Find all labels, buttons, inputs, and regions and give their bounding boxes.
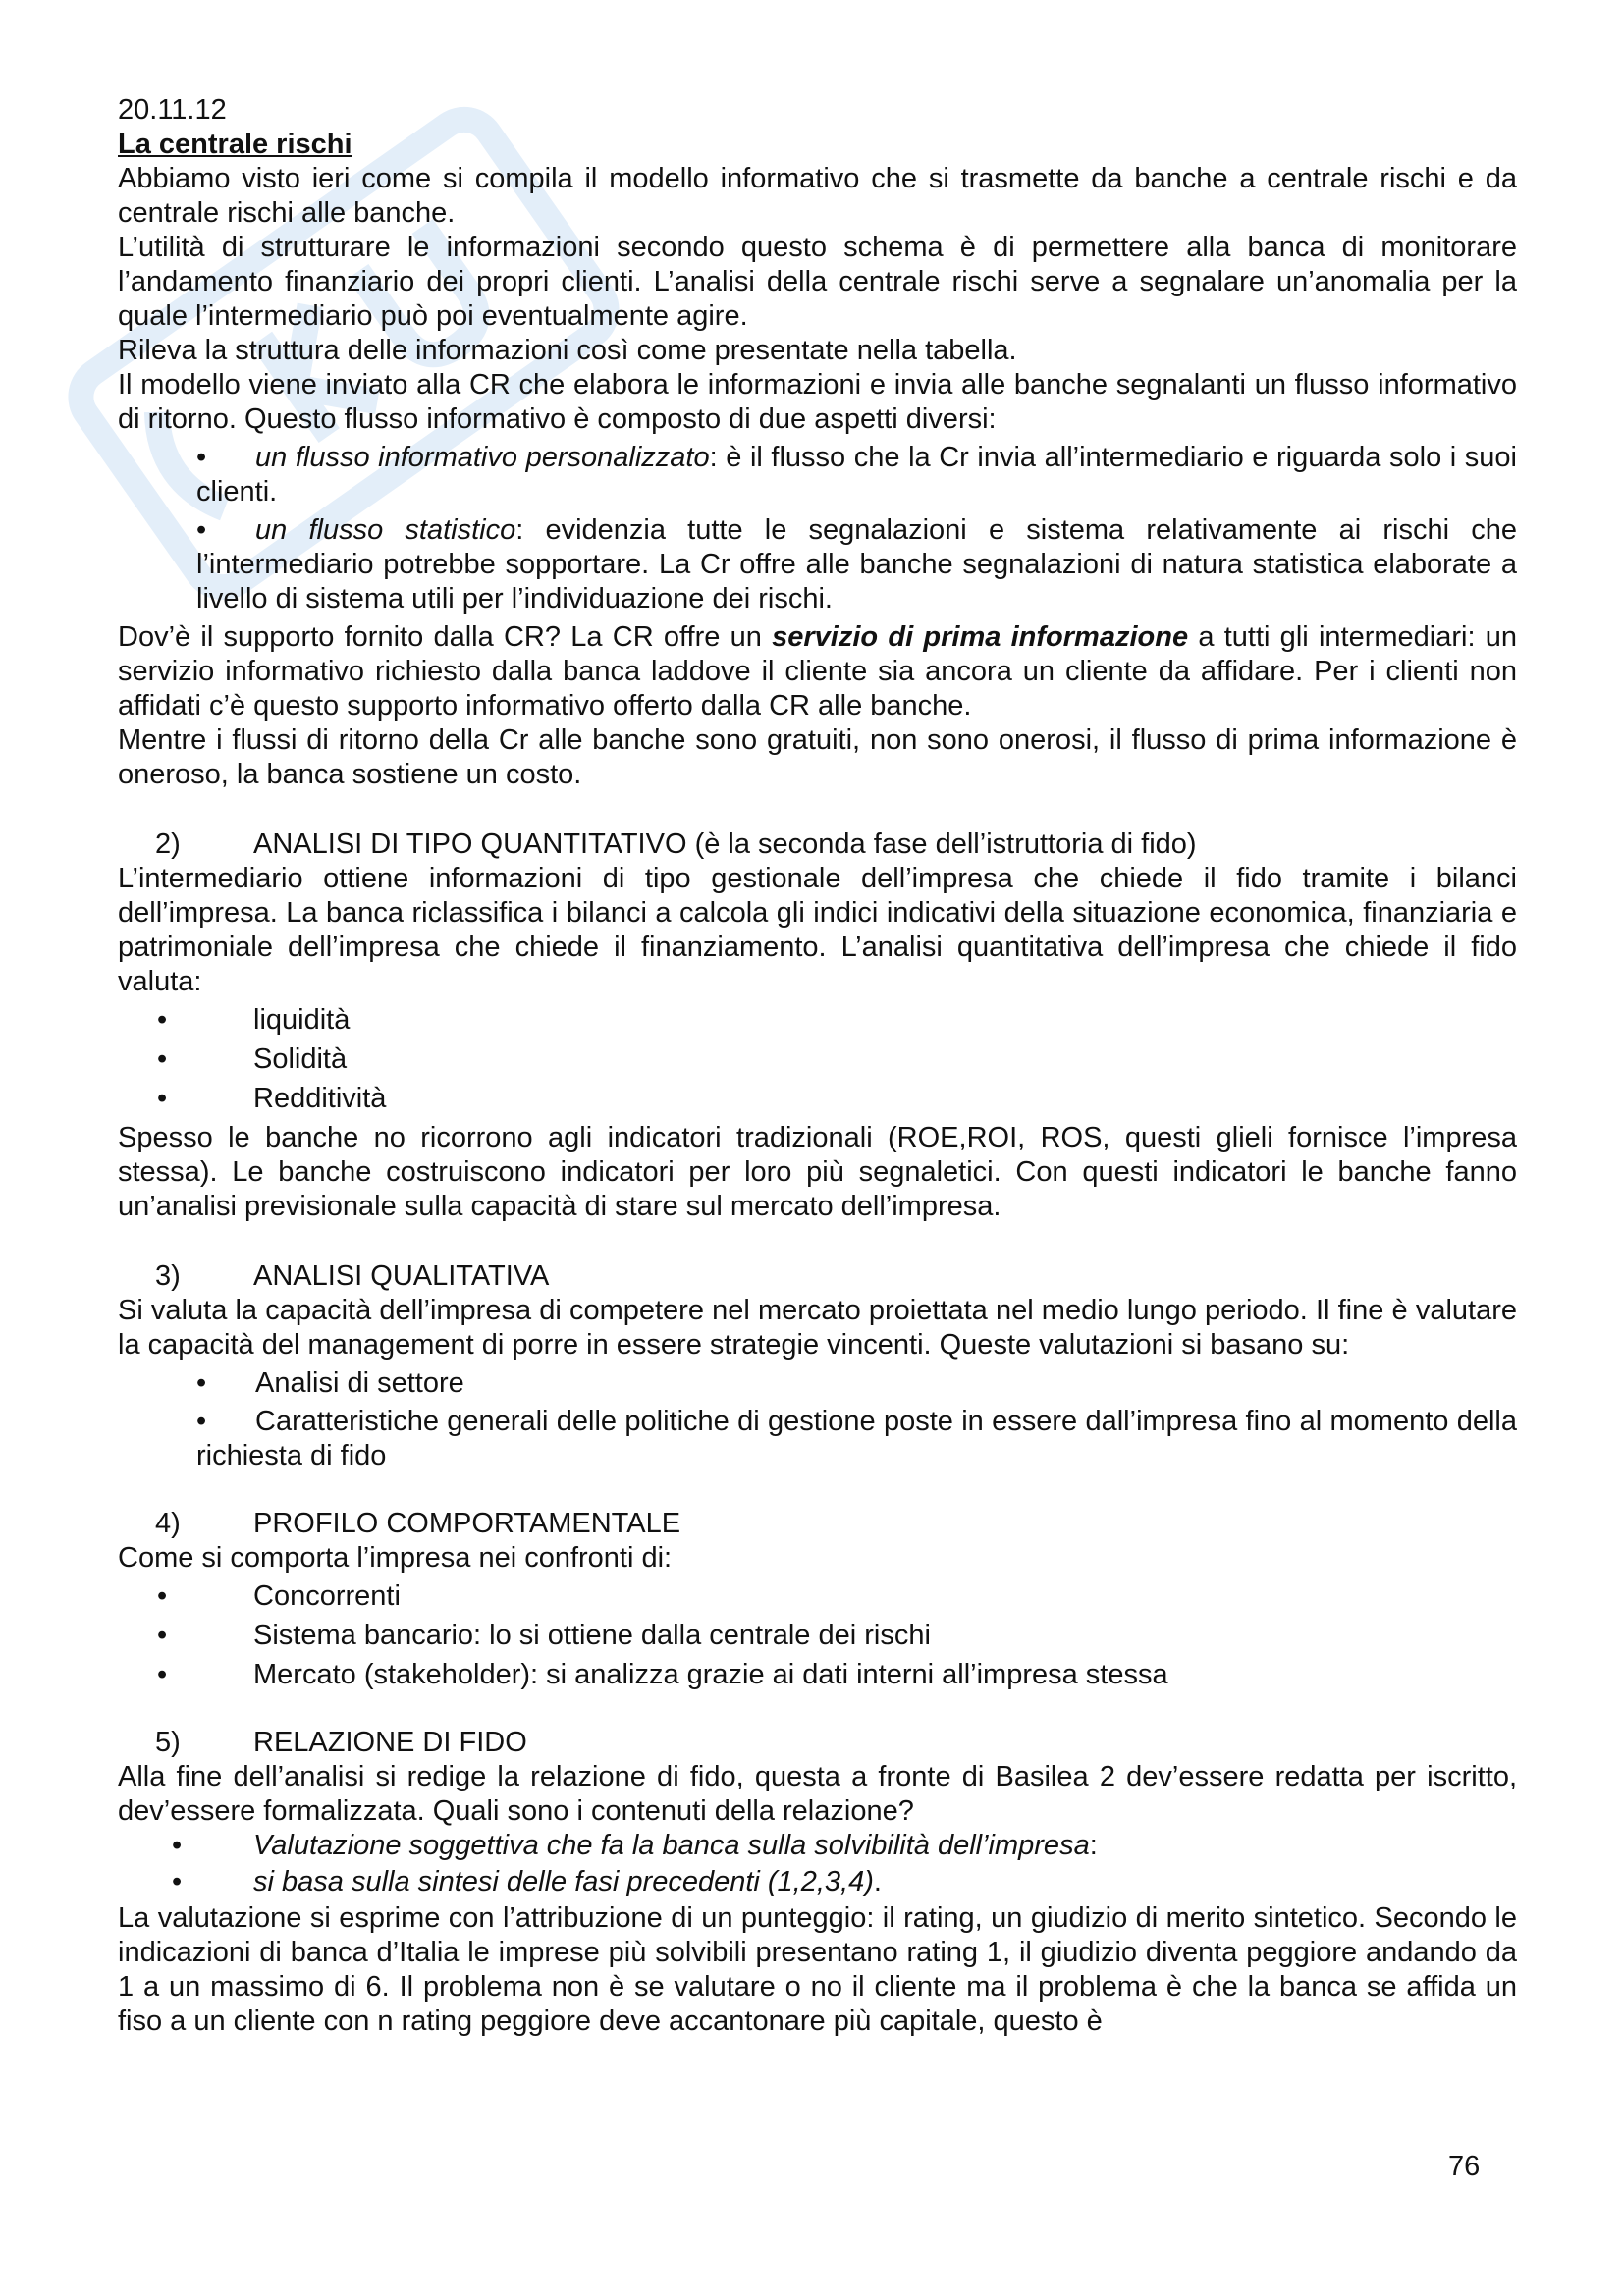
bullet-icon: •: [172, 1866, 183, 1897]
intro-paragraph-2: L’utilità di strutturare le informazioni secondo questo schema è di permettere alla banca di monitorare l’andamento finanziario dei propri clienti. L’analisi della centrale rischi serve a segnalare un’anomalia per la quale l’intermediario può poi eventualmente agire.: [118, 232, 1517, 332]
bullet-icon: •: [157, 1004, 168, 1036]
bullet-icon: •: [172, 1830, 183, 1861]
section-heading: 4) PROFILO COMPORTAMENTALE: [155, 1508, 681, 1539]
bullet-icon: •: [196, 514, 207, 546]
intro-paragraph-3: Rileva la struttura delle informazioni così come presentate nella tabella.: [118, 335, 1017, 366]
list-item: • liquidità: [118, 1003, 1517, 1038]
section-paragraph: L’intermediario ottiene informazioni di tipo gestionale dell’impresa che chiede il fido tramite i bilanci dell’impresa. La banca riclassifica i bilanci a calcola gli indici indicativi della situazione economica, finanziaria e patrimoniale dell’impresa che chiede il finanziamento. L’analisi quantitativa dell’impresa che chiede il fido valuta:: [118, 863, 1517, 997]
date: 20.11.12: [118, 94, 227, 126]
bullet-icon: •: [157, 1580, 168, 1612]
bullet-icon: •: [157, 1659, 168, 1690]
intro-paragraph-4: Il modello viene inviato alla CR che elabora le informazioni e invia alle banche segnalanti un flusso informativo di ritorno. Questo flusso informativo è composto di due aspetti diversi:: [118, 369, 1517, 435]
section-paragraph: Spesso le banche no ricorrono agli indicatori tradizionali (ROE,ROI, ROS, questi glieli fornisce l’impresa stessa). Le banche costruiscono indicatori per loro più segnaletici. Con questi indicatori le banche fanno un’analisi previsionale sulla capacità di stare sul mercato dell’impresa.: [118, 1122, 1517, 1222]
list-item: • Solidità: [118, 1042, 1517, 1077]
list-item: • Caratteristiche generali delle politiche di gestione poste in essere dall’impresa fino al momento della richiesta di fido: [196, 1406, 1517, 1471]
section-paragraph: Si valuta la capacità dell’impresa di competere nel mercato proiettata nel medio lungo periodo. Il fine è valutare la capacità del management di porre in essere strategie vincenti. Queste valutazioni si basano su:: [118, 1295, 1517, 1361]
intro-paragraph-5: Dov’è il supporto fornito dalla CR? La CR offre un servizio di prima informazione a tutti gli intermediari: un servizio informativo richiesto dalla banca laddove il cliente sia ancora un cliente da affidare. Per i clienti non affidati c’è questo supporto informativo offerto dalla CR alle banche.: [118, 621, 1518, 721]
section-paragraph: Alla fine dell’analisi si redige la relazione di fido, questa a fronte di Basilea 2 dev’essere redatta per iscritto, dev’essere formalizzata. Quali sono i contenuti della relazione?: [118, 1761, 1517, 1827]
list-item: • Redditività: [118, 1082, 1517, 1116]
list-item: • Mercato (stakeholder): si analizza grazie ai dati interni all’impresa stessa: [118, 1658, 1517, 1692]
intro-paragraph-6: Mentre i flussi di ritorno della Cr alle banche sono gratuiti, non sono onerosi, il flusso di prima informazione è oneroso, la banca sostiene un costo.: [118, 724, 1517, 790]
section-heading: 5) RELAZIONE DI FIDO: [155, 1727, 527, 1758]
list-item: • Sistema bancario: lo si ottiene dalla centrale dei rischi: [118, 1619, 1517, 1653]
bullet-icon: •: [157, 1043, 168, 1075]
section-heading: 3) ANALISI QUALITATIVA: [155, 1260, 550, 1292]
bullet-icon: •: [196, 442, 207, 473]
page-number: 76: [1448, 2151, 1481, 2182]
bullet-icon: •: [157, 1620, 168, 1651]
bullet-icon: •: [196, 1406, 207, 1437]
section-heading: 2) ANALISI DI TIPO QUANTITATIVO (è la seconda fase dell’istruttoria di fido): [155, 828, 1197, 860]
list-item: • Valutazione soggettiva che fa la banca sulla solvibilità dell’impresa:: [118, 1829, 1517, 1863]
list-item: • Analisi di settore: [196, 1367, 464, 1399]
section-paragraph: La valutazione si esprime con l’attribuzione di un punteggio: il rating, un giudizio di merito sintetico. Secondo le indicazioni di banca d’Italia le imprese più solvibili presentano rating 1, il giudizio diventa peggiore andando da 1 a un massimo di 6. Il problema non è se valutare o no il cliente ma il problema è che la banca se affida un fiso a un cliente con n rating peggiore deve accantonare più capitale, questo è: [118, 1902, 1517, 2037]
list-item: • un flusso informativo personalizzato: è il flusso che la Cr invia all’intermediario e riguarda solo i suoi clienti.: [196, 442, 1517, 507]
list-item: • Concorrenti: [118, 1579, 1517, 1614]
section-paragraph: Come si comporta l’impresa nei confronti di:: [118, 1542, 673, 1574]
document-body: [118, 93, 1517, 2039]
bullet-icon: •: [157, 1083, 168, 1114]
intro-paragraph-1: Abbiamo visto ieri come si compila il modello informativo che si trasmette da banche a centrale rischi e da centrale rischi alle banche.: [118, 163, 1517, 229]
list-item: • si basa sulla sintesi delle fasi precedenti (1,2,3,4).: [118, 1865, 1517, 1899]
list-item: • un flusso statistico: evidenzia tutte le segnalazioni e sistema relativamente ai rischi che l’intermediario potrebbe sopportare. La Cr offre alle banche segnalazioni di natura statistica elaborate a livello di sistema utili per l’individuazione dei rischi.: [196, 514, 1517, 614]
page-title: La centrale rischi: [118, 129, 352, 160]
bullet-icon: •: [196, 1367, 207, 1399]
